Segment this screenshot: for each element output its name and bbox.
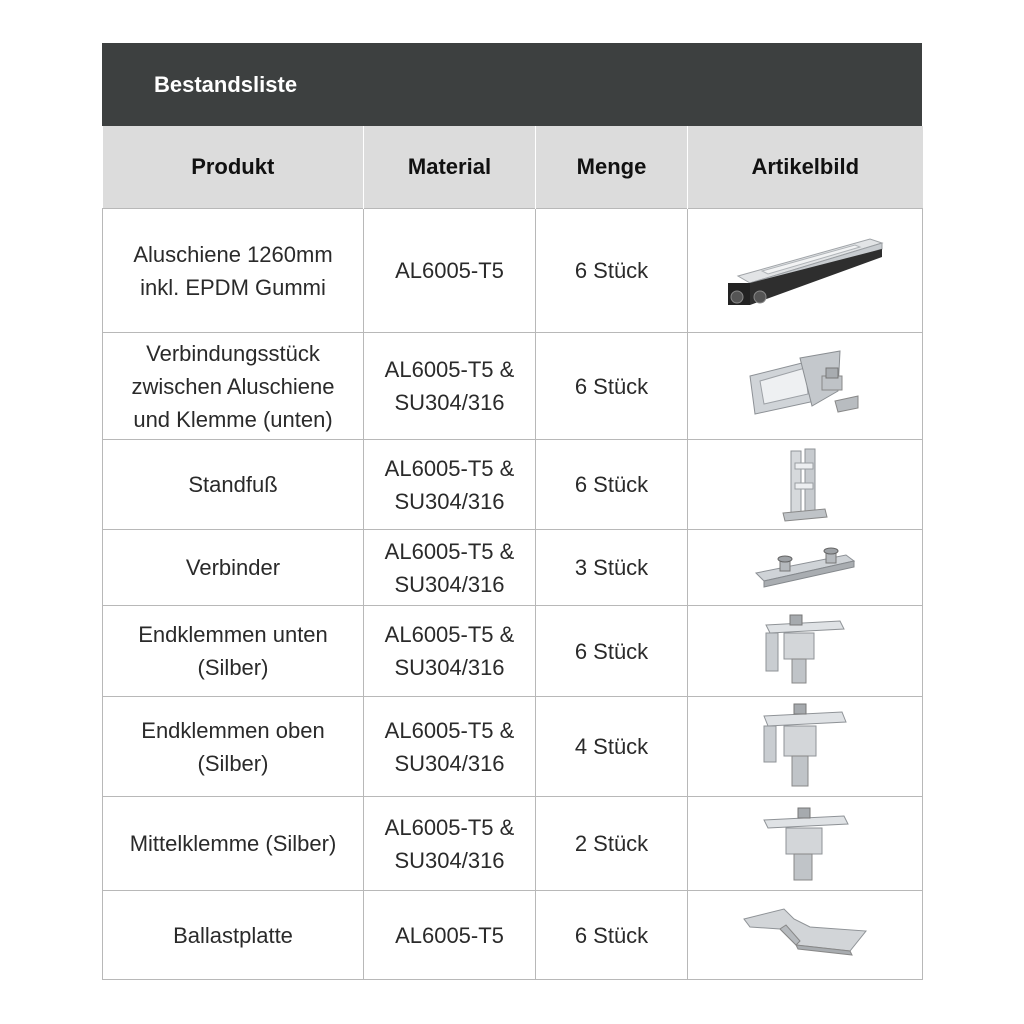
material-line: SU304/316	[394, 390, 505, 415]
end-clamp-top-image	[758, 702, 852, 792]
product-cell	[103, 530, 364, 606]
material-line: AL6005-T5 &	[384, 538, 515, 564]
stand-foot-image	[775, 445, 835, 525]
product-line: Ballastplatte	[173, 922, 293, 948]
quantity-cell: 6 Stück	[536, 333, 688, 440]
product-line: Mittelklemme (Silber)	[129, 831, 337, 856]
product-line: Endklemmen oben	[141, 717, 325, 743]
product-cell	[103, 333, 364, 440]
product-line: inkl. EPDM Gummi	[140, 274, 326, 300]
product-line: Standfuß	[188, 472, 278, 497]
product-line: Verbinder	[185, 555, 281, 580]
header-quantity: Menge	[536, 126, 688, 209]
product-line: zwischen Aluschiene	[131, 373, 335, 399]
material-line: AL6005-T5 &	[384, 814, 515, 840]
product-line: Verbindungsstück	[146, 340, 320, 366]
material-cell	[364, 530, 536, 606]
product-cell	[103, 440, 364, 530]
material-line: SU304/316	[394, 655, 505, 680]
image-cell	[688, 697, 923, 797]
product-line: und Klemme (unten)	[133, 406, 333, 432]
table-row	[103, 891, 923, 980]
quantity-cell: 6 Stück	[536, 440, 688, 530]
quantity-cell: 3 Stück	[536, 530, 688, 606]
material-cell	[364, 797, 536, 891]
material-line: AL6005-T5	[395, 258, 504, 283]
image-cell	[688, 333, 923, 440]
quantity-cell: 6 Stück	[536, 209, 688, 333]
table-row	[103, 440, 923, 530]
quantity-cell: 6 Stück	[536, 606, 688, 697]
product-line: (Silber)	[197, 750, 269, 776]
inventory-table	[102, 126, 923, 980]
material-line: AL6005-T5 &	[384, 622, 515, 647]
material-cell	[364, 440, 536, 530]
product-cell	[103, 891, 364, 980]
table-row	[103, 697, 923, 797]
material-line: SU304/316	[394, 488, 505, 514]
material-line: AL6005-T5	[395, 922, 504, 948]
inventory-title: Bestandsliste	[102, 43, 922, 126]
header-material: Material	[364, 126, 536, 209]
aluminum-rail-image	[720, 231, 890, 311]
material-line: AL6005-T5 &	[384, 455, 515, 481]
image-cell	[688, 606, 923, 697]
image-cell	[688, 891, 923, 980]
quantity-cell: 6 Stück	[536, 891, 688, 980]
material-cell	[364, 209, 536, 333]
material-line: SU304/316	[394, 571, 505, 597]
material-line: SU304/316	[394, 847, 505, 873]
middle-clamp-image	[760, 804, 850, 884]
image-cell	[688, 797, 923, 891]
inventory-sheet	[102, 43, 922, 980]
product-line: Endklemmen unten	[138, 622, 328, 647]
image-cell	[688, 440, 923, 530]
image-cell	[688, 530, 923, 606]
header-product: Produkt	[103, 126, 364, 209]
product-line: Aluschiene 1260mm	[133, 241, 333, 267]
table-row	[103, 209, 923, 333]
rail-connector-image	[740, 346, 870, 426]
table-row	[103, 797, 923, 891]
header-image: Artikelbild	[688, 126, 923, 209]
table-row	[103, 530, 923, 606]
material-cell	[364, 606, 536, 697]
product-cell	[103, 606, 364, 697]
material-line: AL6005-T5 &	[384, 717, 515, 743]
table-row	[103, 606, 923, 697]
material-cell	[364, 333, 536, 440]
image-cell	[688, 209, 923, 333]
material-cell	[364, 697, 536, 797]
connector-plate-image	[750, 543, 860, 593]
end-clamp-bottom-image	[760, 611, 850, 691]
material-cell	[364, 891, 536, 980]
material-line: AL6005-T5 &	[384, 357, 515, 382]
product-cell	[103, 797, 364, 891]
material-line: SU304/316	[394, 750, 505, 776]
quantity-cell: 4 Stück	[536, 697, 688, 797]
table-header-row	[103, 126, 923, 209]
product-cell	[103, 209, 364, 333]
product-cell	[103, 697, 364, 797]
product-line: (Silber)	[197, 655, 269, 680]
table-row	[103, 333, 923, 440]
quantity-cell: 2 Stück	[536, 797, 688, 891]
ballast-plate-image	[740, 905, 870, 965]
